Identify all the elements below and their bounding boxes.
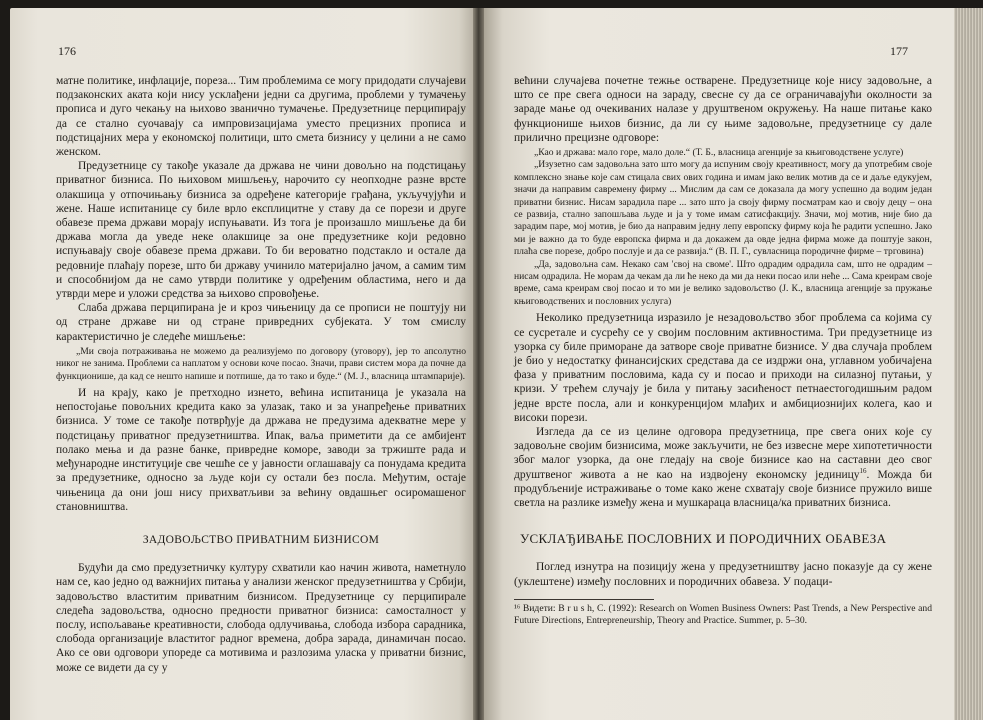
paragraph: Поглед изнутра на позицију жена у предузетништву јасно показује да су жене (уклештене) између пословних и породичних обавеза. У подаци- <box>514 561 932 588</box>
section-heading: ЗАДОВОЉСТВО ПРИВАТНИМ БИЗНИСОМ <box>142 533 380 546</box>
right-page <box>484 8 954 720</box>
left-page <box>10 8 473 720</box>
page-number-right: 177 <box>890 44 908 58</box>
paragraph: већини случајева почетне тежње остварене. Предузетнице које нису задовољне, а што се пре свега односи на зараду, свесне су да се ограничавајући околности за зараде мање од очекиваних налазе у друштвеном окружењу. На наше питање како функционише њихов бизнис, да ли су њиме задовољне, предузетнице су дале прилично прецизне одговоре: <box>514 75 932 144</box>
paragraph: Предузетнице су такође указале да држава не чини довољно на подстицању приватног бизниса. По њиховом мишљењу, нарочито су неопходне разне врсте олакшица у отпочињању бизниса за одређене категорије грађана, укључујући и жене. Наше испитанице су биле врло експлицитне у ставу да се порези и друге обавезе према држави морају испуњавати. Из тога је произашло мишљење да би држава могла да уведе неке олакшице за оне предузетнике који редовно испуњавају своје обавезе према држави. То би вероватно подстакло и остале да редовније плаћају порезе, што би државу учинило материјално јачом, а самим тим и способнијом да не само утврди политике у одређеним областима, него и да утврди мере и уложи средства за њихово спровођење. <box>56 160 466 301</box>
paragraph: И на крају, како је претходно изнето, већина испитаница је указала на непостојање повољних кредита како за улазак, тако и за унапређење приватних бизниса. У томе се такође потврђује да држава не предузима адекватне мере у подстицању приватног предузетништва. Ипак, ваља приметити да се амбијент полако мења и да разне банке, привредне коморе, заводи за тржиште рада и међународне институције све чешће се у јавности оглашавају са понудама кредита за предузетнике, односно за људе који су остали без посла. Међутим, остаје чињеница да они још нису прихватљиви за већину овдашњег осиромашеног становништва. <box>56 387 466 513</box>
interview-quote <box>56 346 466 383</box>
paragraph: матне политике, инфлације, пореза... Тим проблемима се могу придодати случајеви подзаконских аката који нису усклађени једни са другима, проблеми у тумачењу прописа и дуго чекању на њихово званично тумачење. Предузетнице перципирају да се стално суочавају са импровизацијама уместо прецизних прописа и подстицајних мера у економској политици, што смета бизнису у целини а не само женском. <box>56 75 466 159</box>
paragraph-text: . Можда би продубљеније истраживање о томе како жене схватају своје бизнисе пружило више светла на разлике између жена и мушкараца власница/ка приватних бизниса. <box>514 468 932 509</box>
section-heading: УСКЛАЂИВАЊЕ ПОСЛОВНИХ И ПОРОДИЧНИХ ОБАВЕЗА <box>520 531 887 547</box>
paragraph: Неколико предузетница изразило је незадовољство због проблема са којима су се сусретале и сусрећу се у својим пословним активностима. Три предузетнице из узорка су биле приморане да затворе своје приватне бизнисе. У два случаја проблем је био у недостатку финансијских средстава да се издржи она, углавном уобичајена фаза у приватним пословима, када су и посао и приходи на силазној путањи, у кризи. У трећем случају је била у питању засићеност петнаестогодишњим радом једне врсте посла, али и конкуренцијом млађих и амбициознијих колега, као и високи порези. <box>514 312 932 424</box>
paragraph <box>514 425 932 510</box>
quote-text: „Ми своја потраживања не можемо да реализујемо по договору (уговору), јер то апсолутно никог не занима. Проблеми са наплатом у основи коче посао. Значи, прави систем мора да почне да функционише, да кад се нешто напише и потпише, да то тако и буде.“ (М. Ј., власница штампарије). <box>56 345 466 382</box>
page-edges <box>954 8 983 720</box>
page-number-left: 176 <box>58 44 76 58</box>
footnote-divider <box>514 599 654 600</box>
quote-text: „Да, задовољна сам. Некако сам 'свој на своме'. Што одрадим одрадила сам, што не одрадим – нисам одрадила. Не морам да чекам да ли ће неко да ми да неки посао или неће ... Сама креирам своје време, сама креирам свој посао и то ми је велико задовољство (Ј. К., власница агенције за пружање књиговодствених и пословних услуга) <box>514 258 932 307</box>
left-page-body <box>56 74 466 675</box>
paragraph-text: Изгледа да се из целине одговора предузетница, пре свега оних које су задовољне својим бизнисима, може закључити, не без извесне мере хипотетичности због малог узорка, да оне гледају на своје бизнисе као на саставни део свог друштвеног живота а не као на издвојену економску јединицу <box>514 425 932 481</box>
book-gutter <box>473 8 484 720</box>
quote-text: „Као и држава: мало горе, мало доле.“ (Т. Б., власница агенције за књиговодствене услуге) <box>534 147 904 159</box>
paragraph: Слаба држава перципирана је и кроз чињеницу да се прописи не поштују ни од стране државе ни од стране привредних субјеката. У том смислу карактеристично је следеће мишљење: <box>56 302 466 343</box>
right-page-body <box>514 74 932 627</box>
quote-text: „Изузетно сам задовољна зато што могу да испуним своју креативност, могу да употребим своје комплексно знање које сам стицала свих ових година и имам јако велик мотив да се и даље едукујем, значи да направим савремену фирму ... Мислим да сам се доказала да могу успешно да водим један приватни бизнис. Нисам зарадила паре ... зато што ја своју фирму посматрам као и своју децу – она се развија, стално запошљава људе и ја у томе имам сатисфакцију. Значи, мој мотив, није био да зарадим паре, мој мотив, је био да направим једну лепу европску фирму која ће радити успешно. Јако ми је важно да то буде европска фирма и да докажем да овде једна фирма може да поштује закон, плаћа све порезе, добро послује и да се развија.“ (В. П. Г., сувласница породичне фирме – трговина) <box>514 159 932 258</box>
paragraph: Будући да смо предузетничку културу схватили као начин живота, наметнуло нам се, као једно од важнијих питања у анализи женског предузетништва у Србији, задовољство властитим приватним бизнисом. Предузетнице су перципирале следећа задовољства, односно предности приватног бизниса: самосталност у послу, испољавање креативности, слобода одлучивања, слобода избора сарадника, слобода организације властитог радног времена, добра зарада, динамичан посао. Ако се ови одговори упореде са мотивима и разлозима уласка у приватни бизнис, може се видети да су у <box>56 562 466 674</box>
footnote-marker: 16 <box>859 466 867 475</box>
footnote: ¹⁶ Видети: B r u s h, C. (1992): Research on Women Business Owners: Past Trends, a New Perspective and Future Directions, Entrepreneurship, Theory and Practice. Summer, p. 5–30. <box>514 602 932 626</box>
interview-quotes <box>514 147 932 308</box>
